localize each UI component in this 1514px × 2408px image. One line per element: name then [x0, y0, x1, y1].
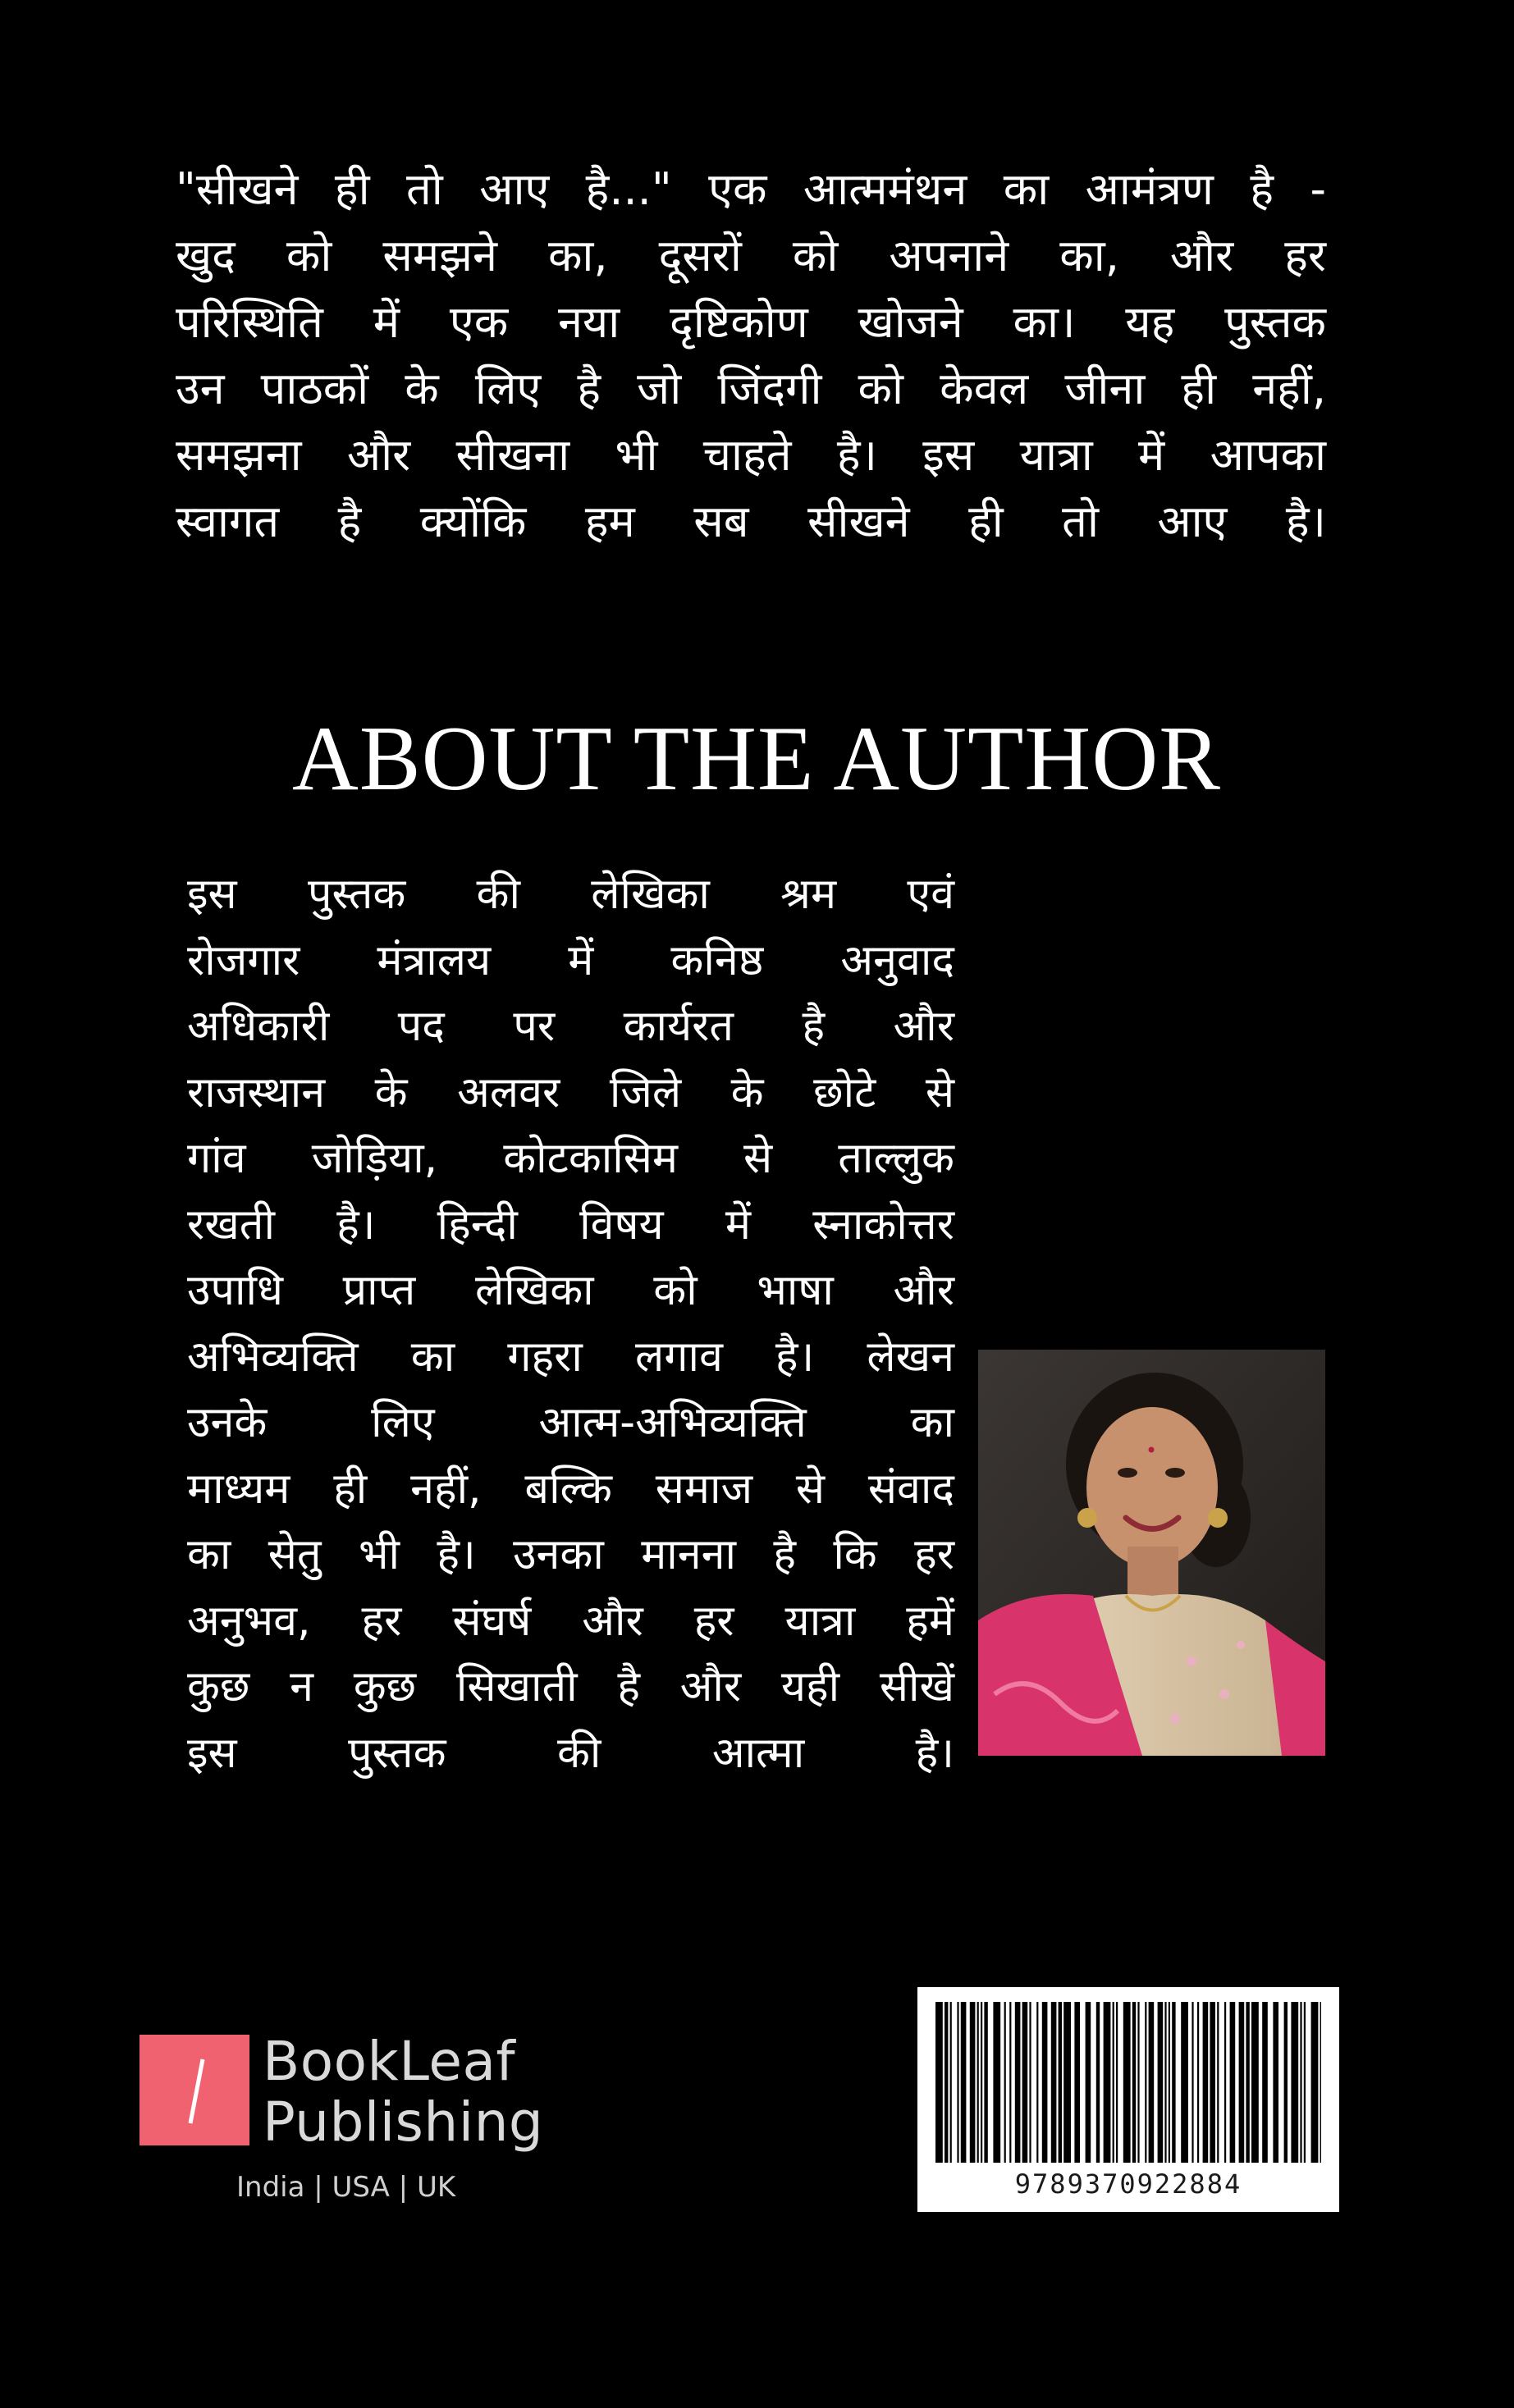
- barcode-bar: [1036, 2002, 1038, 2163]
- barcode-bar: [1239, 2002, 1245, 2163]
- barcode-bar: [1217, 2002, 1219, 2163]
- barcode-bar: [1149, 2002, 1155, 2163]
- barcode-bar: [1246, 2002, 1249, 2163]
- barcode-bar: [1004, 2002, 1006, 2163]
- barcode-bar: [1022, 2002, 1028, 2163]
- barcode-bar: [1029, 2002, 1031, 2163]
- barcode-bar: [1164, 2002, 1166, 2163]
- back-cover-blurb: [176, 156, 1326, 555]
- about-the-author-heading: ABOUT THE AUTHOR: [292, 708, 1221, 810]
- barcode-bar: [1181, 2002, 1188, 2163]
- barcode-bar: [1273, 2002, 1278, 2163]
- blurb-line: "सीखने ही तो आए है..." एक आत्ममंथन का आमंत्रण है -: [176, 163, 1326, 215]
- barcode-bar: [1311, 2002, 1319, 2163]
- bio-line: गांव जोड़िया, कोटकासिम से ताल्लुक: [187, 1134, 954, 1183]
- barcode-bar: [984, 2002, 987, 2163]
- bio-line: उनके लिए आत्म-अभिव्यक्ति का: [187, 1398, 954, 1447]
- barcode-bar: [1284, 2002, 1288, 2163]
- barcode-bar: [961, 2002, 967, 2163]
- barcode-bar: [1262, 2002, 1268, 2163]
- blurb-line: स्वागत है क्योंकि हम सब सीखने ही तो आए है।: [176, 496, 1326, 547]
- barcode-bar: [1169, 2002, 1170, 2163]
- blurb-line: खुद को समझने का, दूसरों को अपनाने का, और हर: [176, 230, 1326, 281]
- blurb-line: परिस्थिति में एक नया दृष्टिकोण खोजने का। यह पुस्तक: [176, 296, 1326, 348]
- barcode-bar: [1145, 2002, 1146, 2163]
- barcode-bar: [1158, 2002, 1164, 2163]
- bio-line: का सेतु भी है। उनका मानना है कि हर: [187, 1530, 954, 1579]
- barcode-bar: [1230, 2002, 1236, 2163]
- blurb-line: उन पाठकों के लिए है जो जिंदगी को केवल जीना ही नहीं,: [176, 363, 1326, 414]
- bio-line: इस पुस्तक की आत्मा है।: [187, 1728, 954, 1778]
- barcode-bar: [1042, 2002, 1048, 2163]
- barcode-bar: [1291, 2002, 1298, 2163]
- barcode-bar: [950, 2002, 952, 2163]
- bio-line: रोजगार मंत्रालय में कनिष्ठ अनुवाद: [187, 935, 954, 985]
- barcode-bar: [1116, 2002, 1118, 2163]
- blurb-line: समझना और सीखना भी चाहते है। इस यात्रा में आपका: [176, 429, 1326, 481]
- publisher-name-line1: BookLeaf: [263, 2030, 516, 2093]
- publisher-name-line2: Publishing: [263, 2090, 544, 2154]
- barcode-bar: [1015, 2002, 1021, 2163]
- barcode-bar: [977, 2002, 979, 2163]
- barcode-bar: [993, 2002, 1000, 2163]
- barcode-bar: [1009, 2002, 1011, 2163]
- barcode-bar: [1086, 2002, 1091, 2163]
- barcode-bar: [1203, 2002, 1209, 2163]
- barcode-bar: [1197, 2002, 1199, 2163]
- barcode-bar: [1192, 2002, 1193, 2163]
- bio-line: उपाधि प्राप्त लेखिका को भाषा और: [187, 1266, 954, 1315]
- publisher-logo: [140, 2030, 566, 2215]
- publisher-name: [263, 2031, 543, 2153]
- author-photo: [978, 1350, 1325, 1756]
- barcode-bar: [957, 2002, 958, 2163]
- barcode-bar: [935, 2002, 943, 2163]
- bio-line: रखती है। हिन्दी विषय में स्नाकोत्तर: [187, 1199, 954, 1250]
- barcode-bar: [1132, 2002, 1136, 2163]
- barcode-bar: [1172, 2002, 1175, 2163]
- author-bio: [187, 861, 954, 1786]
- bio-line: कुछ न कुछ सिखाती है और यही सीखें: [187, 1662, 954, 1711]
- barcode-bar: [1224, 2002, 1226, 2163]
- barcode-bar: [1304, 2002, 1306, 2163]
- barcode-bar: [1113, 2002, 1114, 2163]
- isbn-barcode: [917, 1987, 1339, 2212]
- barcode-bar: [1210, 2002, 1215, 2163]
- bio-line: अनुभव, हर संघर्ष और हर यात्रा हमें: [187, 1596, 954, 1646]
- bio-line: माध्यम ही नहीं, बल्कि समाज से संवाद: [187, 1464, 954, 1514]
- slash-icon: [140, 2035, 249, 2145]
- barcode-bar: [981, 2002, 982, 2163]
- barcode-bar: [1096, 2002, 1100, 2163]
- publisher-regions: India | USA | UK: [236, 2171, 456, 2204]
- bio-line: राजस्थान के अलवर जिले के छोटे से: [187, 1067, 954, 1117]
- barcode-bar: [1074, 2002, 1080, 2163]
- barcode-bar: [1063, 2002, 1071, 2163]
- bio-line: अधिकारी पद पर कार्यरत है और: [187, 1002, 954, 1051]
- barcode-bar: [1059, 2002, 1062, 2163]
- barcode-bar: [1320, 2002, 1321, 2163]
- bio-line: इस पुस्तक की लेखिका श्रम एवं: [187, 870, 954, 919]
- bio-line: अभिव्यक्ति का गहरा लगाव है। लेखन: [187, 1332, 954, 1382]
- barcode-bar: [1051, 2002, 1057, 2163]
- barcode-bar: [1251, 2002, 1259, 2163]
- author-portrait-icon: [978, 1350, 1325, 1756]
- barcode-bar: [970, 2002, 976, 2163]
- barcode-bar: [1300, 2002, 1301, 2163]
- barcode-bar: [945, 2002, 948, 2163]
- barcode-bar: [1137, 2002, 1139, 2163]
- barcode-bar: [1104, 2002, 1111, 2163]
- isbn-number: 9789370922884: [1014, 2168, 1242, 2200]
- barcode-bar: [1123, 2002, 1131, 2163]
